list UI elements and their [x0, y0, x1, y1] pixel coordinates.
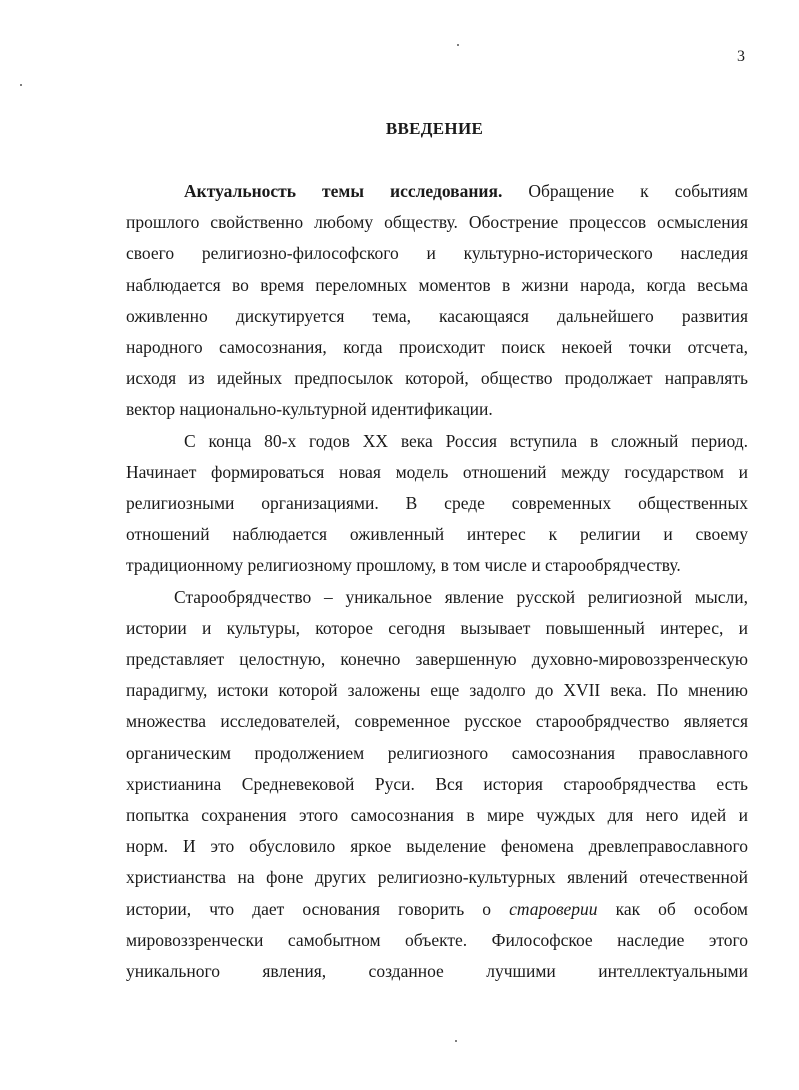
- text-line: [126, 176, 748, 207]
- text-line: оживленно дискутируется тема, касающаяся дальнейшего развития: [126, 305, 748, 326]
- paragraph-period: [126, 426, 748, 582]
- paragraph-relevance: [126, 176, 748, 426]
- text-line: своего религиозно-философского и культурно-исторического наследия: [126, 243, 748, 264]
- text-line: попытка сохранения этого самосознания в мире чуждых для него идей и: [126, 805, 748, 826]
- scan-speck: [455, 1040, 457, 1042]
- text-line: вектор национально-культурной идентификации.: [126, 399, 493, 420]
- text-fragment: как об особом: [597, 898, 748, 919]
- text-line: народного самосознания, когда происходит поиск некоей точки отсчета,: [126, 337, 748, 358]
- text-line: [126, 894, 748, 925]
- text-line: христианина Средневековой Руси. Вся история старообрядчества есть: [126, 773, 748, 794]
- text-line: парадигму, истоки которой заложены еще задолго до XVII века. По мнению: [126, 680, 748, 701]
- section-lead: Актуальность темы исследования.: [184, 181, 503, 201]
- text-line: традиционному религиозному прошлому, в том числе и старообрядчеству.: [126, 555, 681, 576]
- text-line: отношений наблюдается оживленный интерес к религии и своему: [126, 524, 748, 545]
- text-line: представляет целостную, конечно завершенную духовно-мировоззренческую: [126, 649, 748, 670]
- text-line: мировоззренчески самобытном объекте. Философское наследие этого: [126, 929, 748, 950]
- page-number: 3: [737, 48, 745, 65]
- text-fragment: истории, что дает основания говорить о: [126, 898, 510, 919]
- text-line: норм. И это обусловило яркое выделение феномена древлеправославного: [126, 836, 748, 857]
- text-line: С конца 80-х годов XX века Россия вступила в сложный период.: [184, 430, 748, 451]
- text-line: христианства на фоне других религиозно-культурных явлений отечественной: [126, 867, 748, 888]
- scan-speck: [20, 84, 22, 86]
- text-line: органическим продолжением религиозного самосознания православного: [126, 742, 748, 763]
- emphasis-term: староверии: [509, 898, 598, 919]
- text-line: религиозными организациями. В среде современных общественных: [126, 493, 748, 514]
- text-line: уникального явления, созданное лучшими интеллектуальными: [126, 961, 748, 982]
- scan-speck: [457, 44, 459, 46]
- text-line: истории и культуры, которое сегодня вызывает повышенный интерес, и: [126, 617, 748, 638]
- text-fragment: Обращение к событиям: [502, 181, 749, 201]
- text-line: прошлого свойственно любому обществу. Обострение процессов осмысления: [126, 212, 748, 233]
- text-line: Старообрядчество – уникальное явление русской религиозной мысли,: [174, 586, 748, 607]
- text-line: наблюдается во время переломных моментов в жизни народа, когда весьма: [126, 274, 748, 295]
- paragraph-old-belief: [126, 582, 748, 988]
- text-line: множества исследователей, современное русское старообрядчество является: [126, 711, 748, 732]
- page-title: ВВЕДЕНИЕ: [385, 119, 484, 138]
- document-body: [126, 176, 748, 987]
- text-line: исходя из идейных предпосылок которой, общество продолжает направлять: [126, 368, 748, 389]
- text-line: Начинает формироваться новая модель отношений между государством и: [126, 461, 748, 482]
